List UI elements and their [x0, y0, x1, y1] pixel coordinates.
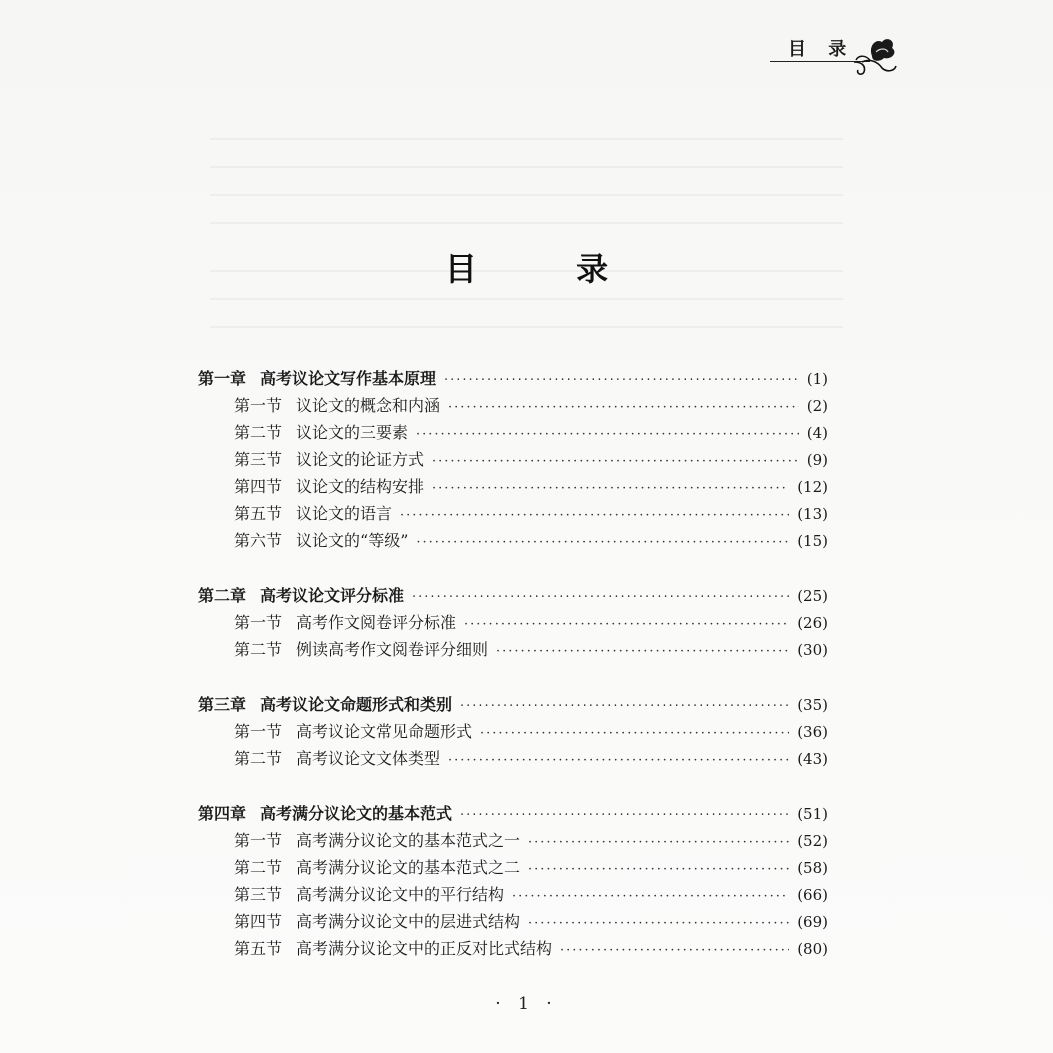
toc-chapter[interactable] — [198, 582, 828, 609]
toc-chapter-title: 高考议论文评分标准 — [260, 586, 405, 605]
toc-chapter-title: 高考议论文写作基本原理 — [260, 369, 437, 388]
chapter-gap — [198, 663, 828, 691]
dot-leader — [480, 720, 789, 747]
toc-section-title: 议论文的论证方式 — [296, 450, 425, 469]
toc-section[interactable] — [198, 745, 828, 772]
toc-chapter-number: 第四章 — [198, 804, 247, 823]
dot-leader — [460, 693, 789, 720]
toc-section[interactable] — [198, 500, 828, 527]
toc-page-number: (35) — [797, 696, 828, 714]
toc-chapter[interactable] — [198, 365, 828, 392]
toc-section-title: 例读高考作文阅卷评分细则 — [296, 640, 489, 659]
toc-section-number: 第五节 — [234, 939, 283, 958]
toc-section[interactable] — [198, 908, 828, 935]
toc-section-number: 第一节 — [234, 722, 283, 741]
dot-leader — [448, 394, 799, 421]
dot-leader — [560, 937, 789, 964]
dot-leader — [528, 856, 789, 883]
toc-section[interactable] — [198, 446, 828, 473]
page-title: 目 录 — [444, 250, 653, 288]
toc-section-number: 第二节 — [234, 749, 283, 768]
toc-section-title: 高考满分议论文的基本范式之二 — [296, 858, 521, 877]
toc-page-number: (52) — [797, 832, 828, 850]
toc-section-number: 第四节 — [234, 477, 283, 496]
page-number-folio: · 1 · — [495, 994, 558, 1014]
toc-page-number: (12) — [797, 478, 828, 496]
toc-page-number: (80) — [797, 940, 828, 958]
dot-leader — [416, 421, 799, 448]
toc-chapter-title: 高考满分议论文的基本范式 — [260, 804, 453, 823]
toc-section[interactable] — [198, 718, 828, 745]
toc-section-title: 高考满分议论文中的正反对比式结构 — [296, 939, 553, 958]
toc-chapter-number: 第一章 — [198, 369, 247, 388]
toc-section-title: 议论文的三要素 — [296, 423, 409, 442]
toc-chapter-number: 第三章 — [198, 695, 247, 714]
toc-section[interactable] — [198, 881, 828, 908]
toc-page-number: (25) — [797, 587, 828, 605]
toc-page-number: (9) — [806, 451, 828, 469]
toc-page-number: (26) — [797, 614, 828, 632]
dot-leader — [528, 910, 789, 937]
toc-page-number: (36) — [797, 723, 828, 741]
toc-chapter-title: 高考议论文命题形式和类别 — [260, 695, 453, 714]
toc-page-number: (51) — [797, 805, 828, 823]
dot-leader — [460, 802, 789, 829]
toc-section[interactable] — [198, 854, 828, 881]
toc-section-number: 第六节 — [234, 531, 283, 550]
toc-chapter-number: 第二章 — [198, 586, 247, 605]
toc-section[interactable] — [198, 935, 828, 962]
toc-section-number: 第四节 — [234, 912, 283, 931]
toc-section-number: 第一节 — [234, 613, 283, 632]
toc-section-title: 高考议论文常见命题形式 — [296, 722, 473, 741]
show-through-line — [210, 138, 843, 140]
show-through-line — [210, 326, 843, 328]
running-header — [770, 32, 900, 72]
toc-section-number: 第三节 — [234, 450, 283, 469]
toc-section-number: 第一节 — [234, 831, 283, 850]
dot-leader — [512, 883, 789, 910]
toc-section-number: 第二节 — [234, 858, 283, 877]
dot-leader — [400, 502, 789, 529]
toc-section-title: 高考议论文文体类型 — [296, 749, 441, 768]
toc-chapter[interactable] — [198, 691, 828, 718]
toc-section-number: 第二节 — [234, 640, 283, 659]
toc-section-title: 高考满分议论文的基本范式之一 — [296, 831, 521, 850]
dot-leader — [528, 829, 789, 856]
table-of-contents — [198, 365, 828, 962]
toc-section[interactable] — [198, 827, 828, 854]
toc-chapter[interactable] — [198, 800, 828, 827]
toc-section-title: 高考满分议论文中的平行结构 — [296, 885, 505, 904]
dot-leader — [412, 584, 789, 611]
dot-leader — [432, 475, 789, 502]
toc-section-number: 第一节 — [234, 396, 283, 415]
dot-leader — [496, 638, 789, 665]
toc-page-number: (4) — [806, 424, 828, 442]
toc-page-number: (30) — [797, 641, 828, 659]
show-through-line — [210, 298, 843, 300]
dot-leader — [464, 611, 789, 638]
toc-section[interactable] — [198, 609, 828, 636]
toc-section[interactable] — [198, 473, 828, 500]
toc-page-number: (43) — [797, 750, 828, 768]
toc-section[interactable] — [198, 636, 828, 663]
toc-section-title: 议论文的结构安排 — [296, 477, 425, 496]
toc-section-title: 议论文的概念和内涵 — [296, 396, 441, 415]
dot-leader — [444, 367, 799, 394]
running-header-title: 目 录 — [788, 39, 855, 60]
flower-ornament-icon — [852, 32, 900, 76]
show-through-line — [210, 222, 843, 224]
show-through-line — [210, 166, 843, 168]
toc-page-number: (1) — [806, 370, 828, 388]
toc-page-number: (13) — [797, 505, 828, 523]
chapter-gap — [198, 554, 828, 582]
toc-section-title: 高考作文阅卷评分标准 — [296, 613, 457, 632]
toc-page-number: (66) — [797, 886, 828, 904]
toc-section-number: 第二节 — [234, 423, 283, 442]
dot-leader — [416, 529, 789, 556]
toc-section-title: 议论文的“等级” — [296, 531, 409, 550]
toc-section[interactable] — [198, 419, 828, 446]
toc-page-number: (2) — [806, 397, 828, 415]
toc-page-number: (69) — [797, 913, 828, 931]
toc-page-number: (15) — [797, 532, 828, 550]
toc-section-title: 高考满分议论文中的层进式结构 — [296, 912, 521, 931]
dot-leader — [432, 448, 799, 475]
toc-page-number: (58) — [797, 859, 828, 877]
toc-section[interactable] — [198, 527, 828, 554]
toc-section-number: 第三节 — [234, 885, 283, 904]
show-through-line — [210, 194, 843, 196]
dot-leader — [448, 747, 789, 774]
toc-section[interactable] — [198, 392, 828, 419]
chapter-gap — [198, 772, 828, 800]
toc-section-number: 第五节 — [234, 504, 283, 523]
toc-section-title: 议论文的语言 — [296, 504, 393, 523]
